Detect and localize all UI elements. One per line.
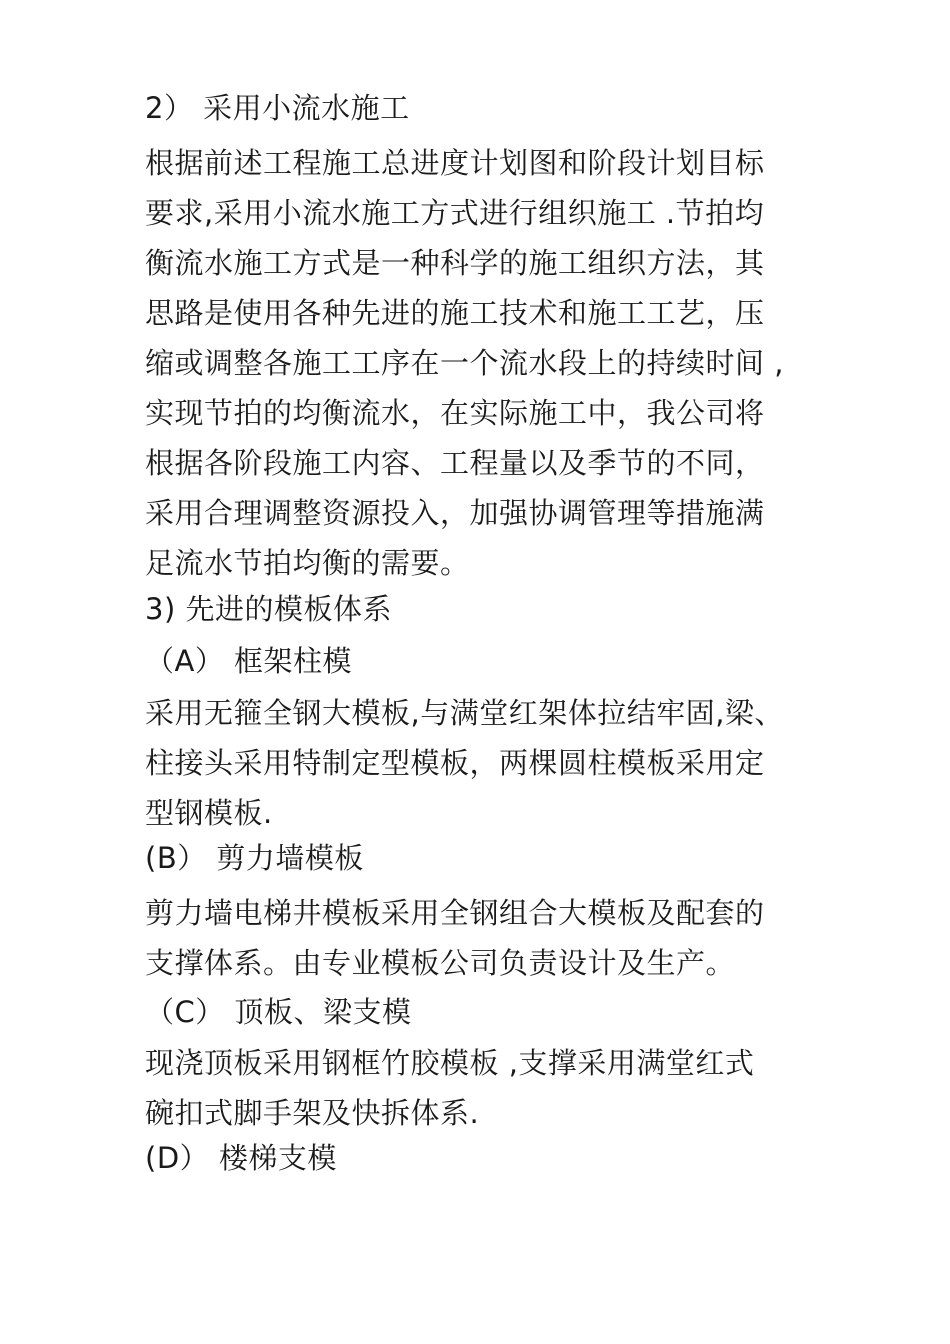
paragraph-line: 缩或调整各施工工序在一个流水段上的持续时间 , — [145, 346, 784, 380]
paragraph-line: 要求,采用小流水施工方式进行组织施工 .节拍均 — [145, 196, 765, 230]
paragraph-line: 柱接头采用特制定型模板，两棵圆柱模板采用定 — [145, 746, 765, 780]
subheading-d-stair: (D） 楼梯支模 — [145, 1141, 337, 1175]
subheading-a-frame-column: （A） 框架柱模 — [145, 644, 353, 678]
paragraph-line: 根据各阶段施工内容、工程量以及季节的不同， — [145, 446, 765, 480]
subheading-b-shear-wall: (B） 剪力墙模板 — [145, 841, 364, 875]
paragraph-line: 足流水节拍均衡的需要。 — [145, 546, 470, 580]
paragraph-line: 型钢模板. — [145, 796, 273, 830]
paragraph-line: 支撑体系。由专业模板公司负责设计及生产。 — [145, 946, 736, 980]
paragraph-line: 根据前述工程施工总进度计划图和阶段计划目标 — [145, 146, 765, 180]
subheading-c-slab-beam: （C） 顶板、梁支模 — [145, 995, 412, 1029]
paragraph-line: 实现节拍的均衡流水，在实际施工中，我公司将 — [145, 396, 765, 430]
paragraph-line: 思路是使用各种先进的施工技术和施工工艺，压 — [145, 296, 765, 330]
paragraph-line: 剪力墙电梯井模板采用全钢组合大模板及配套的 — [145, 896, 765, 930]
heading-3-formwork-system: 3) 先进的模板体系 — [145, 592, 392, 626]
paragraph-line: 现浇顶板采用钢框竹胶模板 ,支撑采用满堂红式 — [145, 1046, 755, 1080]
paragraph-line: 采用无箍全钢大模板,与满堂红架体拉结牢固,梁、 — [145, 696, 784, 730]
paragraph-line: 碗扣式脚手架及快拆体系. — [145, 1096, 480, 1130]
paragraph-line: 采用合理调整资源投入，加强协调管理等措施满 — [145, 496, 765, 530]
heading-2-small-flow: 2） 采用小流水施工 — [145, 91, 410, 125]
paragraph-line: 衡流水施工方式是一种科学的施工组织方法，其 — [145, 246, 765, 280]
